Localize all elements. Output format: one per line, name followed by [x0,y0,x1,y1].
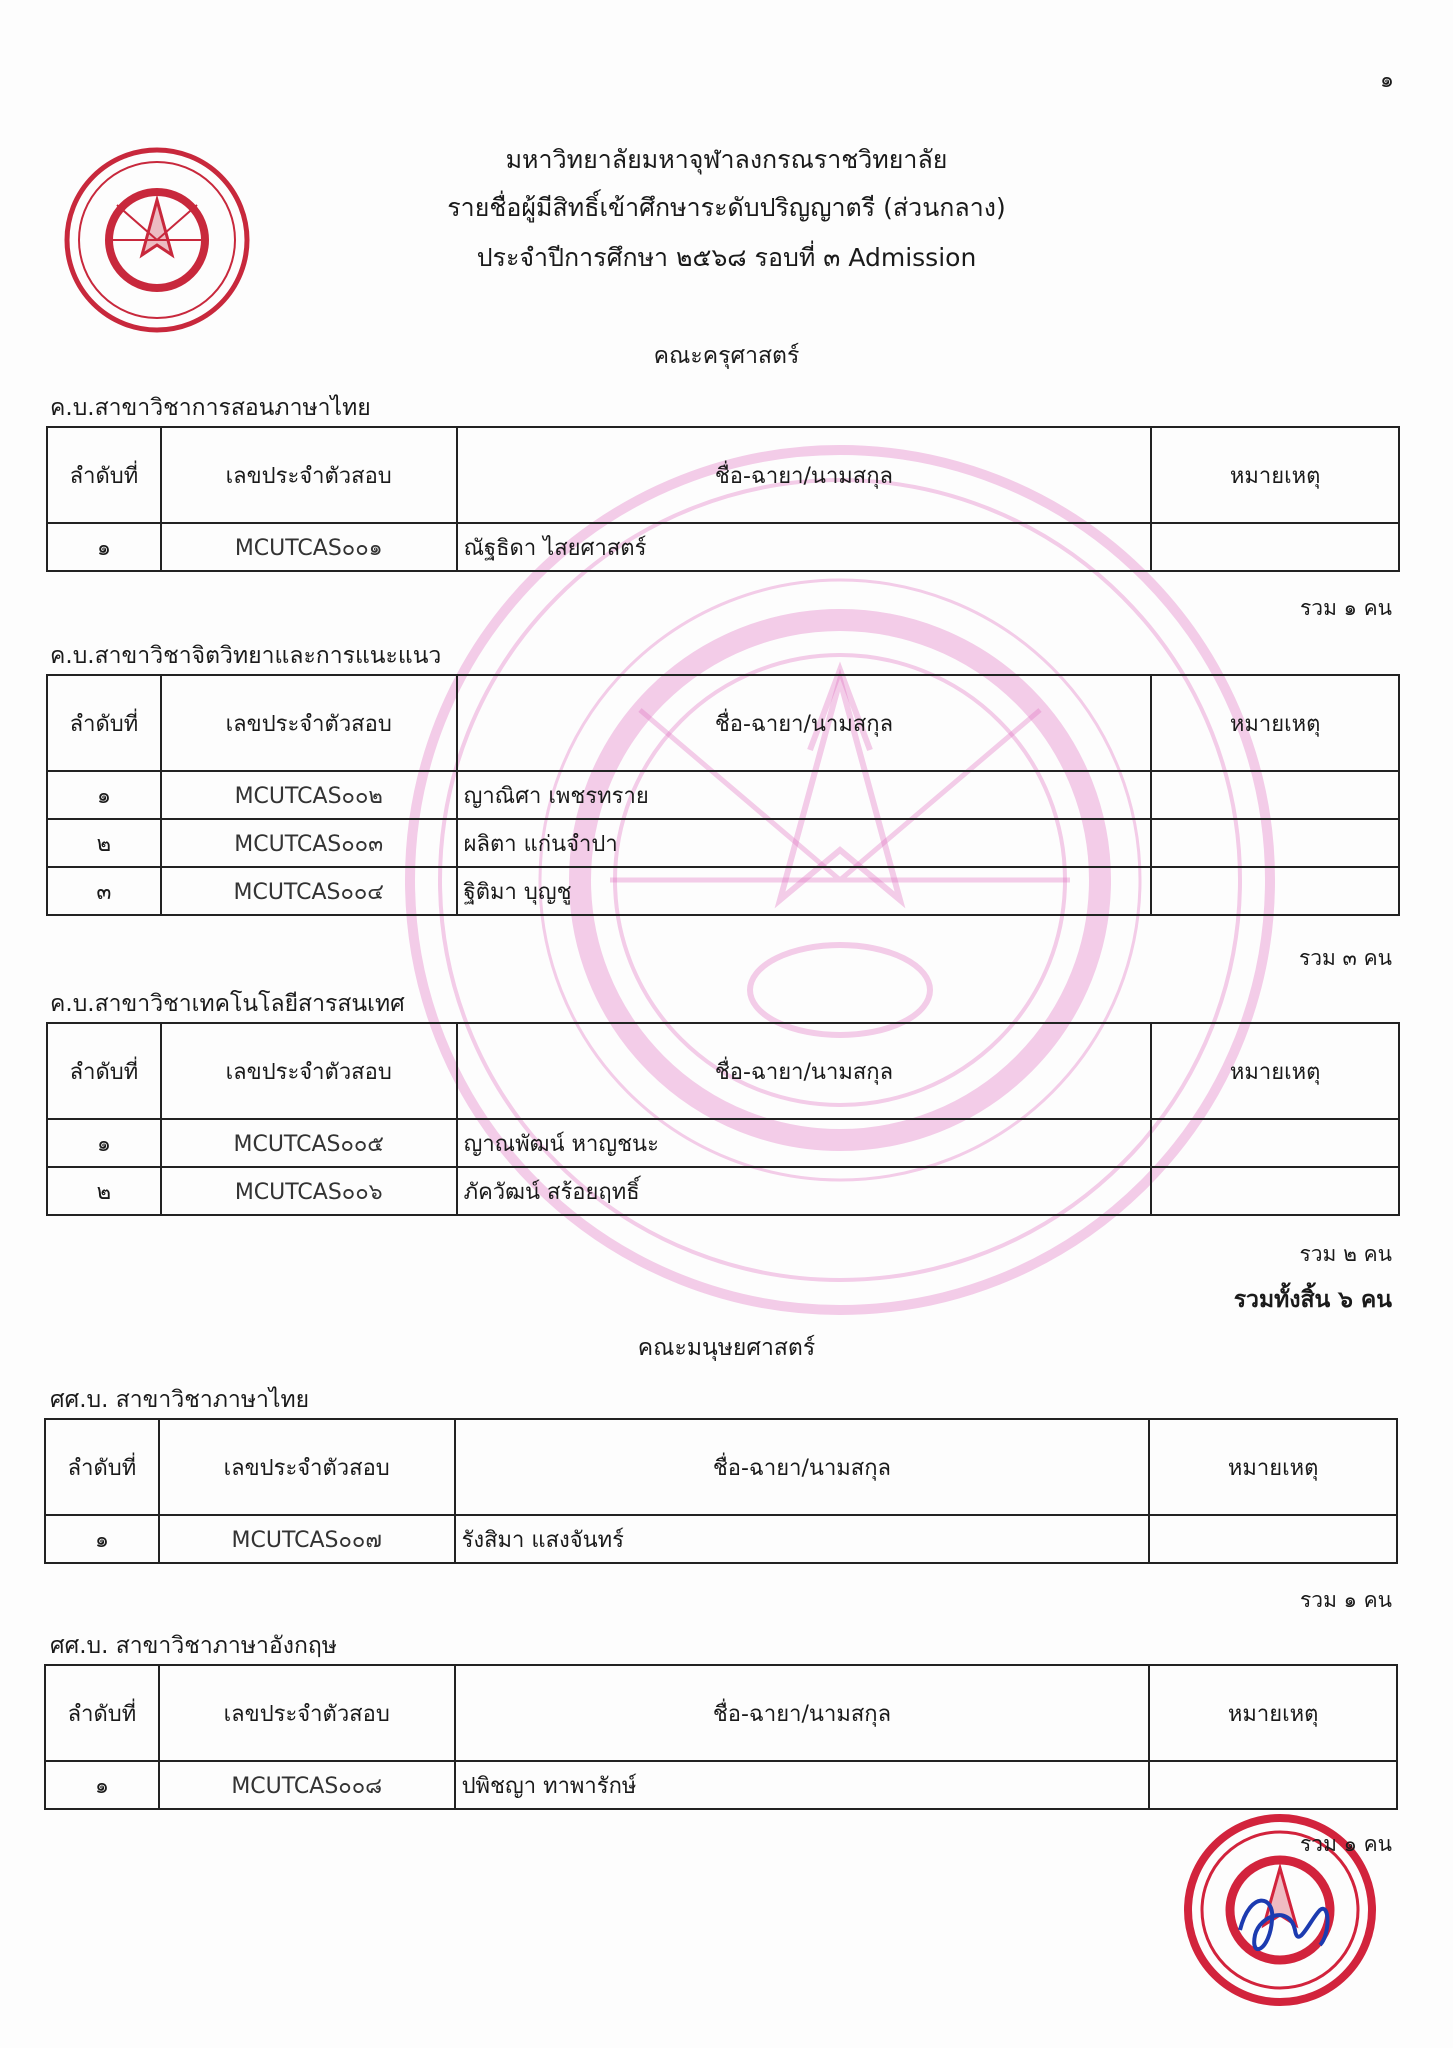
program-total: รวม ๑ คน [1300,1832,1392,1856]
column-header-name: ชื่อ-ฉายา/นามสกุล [457,1023,1152,1119]
table-row [47,523,1399,571]
column-header-exam-id: เลขประจำตัวสอบ [159,1665,455,1761]
table-row [47,867,1399,915]
column-header-no: ลำดับที่ [45,1419,159,1515]
row-no: ๒ [47,819,161,867]
row-remark [1151,819,1399,867]
column-header-remark: หมายเหตุ [1151,1023,1399,1119]
row-exam-id: MCUTCAS๐๐๕ [161,1119,457,1167]
university-name: มหาวิทยาลัยมหาจุฬาลงกรณราชวิทยาลัย [505,145,948,174]
column-header-exam-id: เลขประจำตัวสอบ [159,1419,455,1515]
faculty-title-humanities: คณะมนุษยศาสตร์ [637,1335,816,1361]
row-name: ฐิติมา บุญชู [457,867,1152,915]
table-row [45,1515,1397,1563]
applicant-table [44,1418,1398,1564]
column-header-remark: หมายเหตุ [1149,1419,1397,1515]
column-header-no: ลำดับที่ [47,427,161,523]
applicant-table [44,1664,1398,1810]
row-remark [1149,1515,1397,1563]
table-row [47,819,1399,867]
program-total: รวม ๒ คน [1299,1242,1392,1266]
row-remark [1151,771,1399,819]
row-exam-id: MCUTCAS๐๐๒ [161,771,457,819]
column-header-name: ชื่อ-ฉายา/นามสกุล [455,1665,1150,1761]
row-no: ๑ [45,1761,159,1809]
column-header-exam-id: เลขประจำตัวสอบ [161,427,457,523]
column-header-remark: หมายเหตุ [1151,675,1399,771]
program-title: ค.บ.สาขาวิชาจิตวิทยาและการแนะแนว [50,643,442,669]
row-no: ๓ [47,867,161,915]
program-total: รวม ๑ คน [1300,596,1392,620]
row-remark [1151,1119,1399,1167]
row-name: ภัควัฒน์ สร้อยฤทธิ์ [457,1167,1152,1215]
row-name: ญาณพัฒน์ หาญชนะ [457,1119,1152,1167]
faculty-title-education: คณะครุศาสตร์ [653,343,800,369]
row-name: ปพิชญา ทาพารักษ์ [455,1761,1150,1809]
table-header-row [45,1665,1397,1761]
program-total: รวม ๓ คน [1298,946,1392,970]
row-remark [1151,523,1399,571]
table-header-row [47,427,1399,523]
row-exam-id: MCUTCAS๐๐๘ [159,1761,455,1809]
applicant-table [46,1022,1400,1216]
table-header-row [47,675,1399,771]
table-row [47,1167,1399,1215]
row-exam-id: MCUTCAS๐๐๔ [161,867,457,915]
column-header-name: ชื่อ-ฉายา/นามสกุล [455,1419,1150,1515]
row-exam-id: MCUTCAS๐๐๖ [161,1167,457,1215]
column-header-exam-id: เลขประจำตัวสอบ [161,1023,457,1119]
table-row [45,1761,1397,1809]
page-number: ๑ [1380,68,1394,93]
program-title: ค.บ.สาขาวิชาเทคโนโลยีสารสนเทศ [50,991,405,1017]
row-no: ๑ [47,1119,161,1167]
row-no: ๒ [47,1167,161,1215]
row-no: ๑ [47,771,161,819]
row-no: ๑ [45,1515,159,1563]
row-exam-id: MCUTCAS๐๐๗ [159,1515,455,1563]
table-row [47,1119,1399,1167]
program-title: ศศ.บ. สาขาวิชาภาษาอังกฤษ [50,1633,337,1659]
column-header-remark: หมายเหตุ [1151,427,1399,523]
list-title: รายชื่อผู้มีสิทธิ์เข้าศึกษาระดับปริญญาตรี (ส่วนกลาง) [447,193,1006,222]
row-name: ณัฐธิดา ไสยศาสตร์ [457,523,1152,571]
row-name: ญาณิศา เพชรทราย [457,771,1152,819]
program-title: ค.บ.สาขาวิชาการสอนภาษาไทย [50,395,371,421]
faculty-grand-total: รวมทั้งสิ้น ๖ คน [1233,1287,1392,1313]
column-header-name: ชื่อ-ฉายา/นามสกุล [457,675,1152,771]
program-total: รวม ๑ คน [1300,1588,1392,1612]
table-header-row [47,1023,1399,1119]
column-header-exam-id: เลขประจำตัวสอบ [161,675,457,771]
column-header-no: ลำดับที่ [47,1023,161,1119]
column-header-remark: หมายเหตุ [1149,1665,1397,1761]
row-remark [1151,1167,1399,1215]
program-title: ศศ.บ. สาขาวิชาภาษาไทย [50,1387,310,1413]
row-remark [1151,867,1399,915]
table-row [47,771,1399,819]
row-exam-id: MCUTCAS๐๐๑ [161,523,457,571]
row-exam-id: MCUTCAS๐๐๓ [161,819,457,867]
row-name: รังสิมา แสงจันทร์ [455,1515,1150,1563]
row-no: ๑ [47,523,161,571]
column-header-no: ลำดับที่ [45,1665,159,1761]
applicant-table [46,426,1400,572]
table-header-row [45,1419,1397,1515]
column-header-no: ลำดับที่ [47,675,161,771]
row-name: ผลิตา แก่นจำปา [457,819,1152,867]
column-header-name: ชื่อ-ฉายา/นามสกุล [457,427,1152,523]
academic-year-round: ประจำปีการศึกษา ๒๕๖๘ รอบที่ ๓ Admission [476,243,977,272]
applicant-table [46,674,1400,916]
row-remark [1149,1761,1397,1809]
